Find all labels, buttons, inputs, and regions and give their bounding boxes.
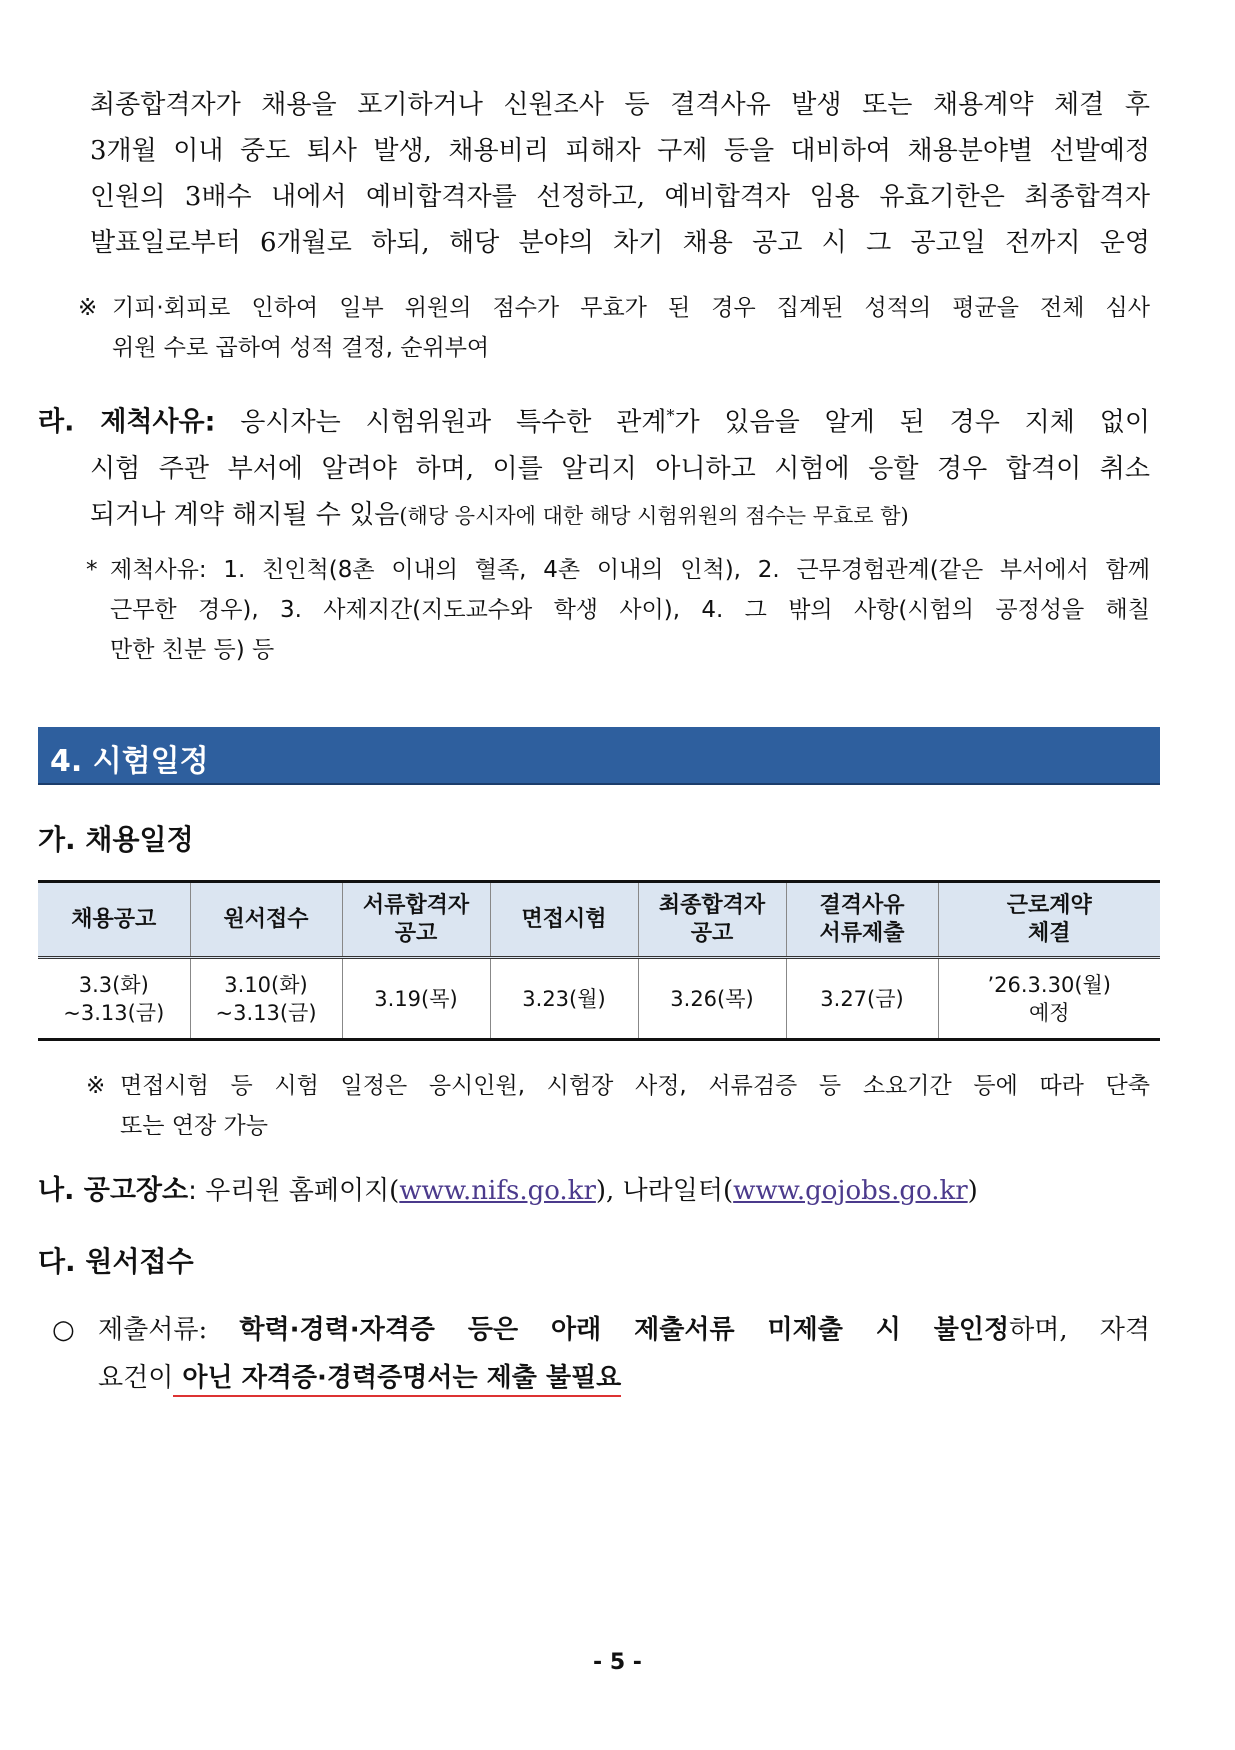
section-na-text: ) xyxy=(967,1176,978,1206)
section-ra-text: 되거나 계약 해지될 수 있음 xyxy=(90,499,400,530)
schedule-note xyxy=(86,1066,1150,1146)
note-line: 만한 친분 등) 등 xyxy=(110,637,275,663)
exclusion-note xyxy=(86,550,1150,670)
note-line: 면접시험 등 시험 일정은 응시인원, 시험장 사정, 서류검증 등 소요기간 등에 따라 단축 xyxy=(120,1073,1150,1099)
note-mark: * xyxy=(86,557,98,583)
table-header-cell: 최종합격자 공고 xyxy=(638,882,786,958)
table-cell: 3.3(화) ~3.13(금) xyxy=(38,958,190,1040)
table-cell: 3.27(금) xyxy=(786,958,938,1040)
section-da-bullet-item xyxy=(52,1306,1150,1402)
section-na-heading: 나. 공고장소 xyxy=(38,1175,189,1206)
avoidance-note xyxy=(78,288,1150,368)
bullet-text: 요건이 xyxy=(98,1363,174,1393)
table-cell: 3.23(월) xyxy=(490,958,638,1040)
table-cell: 3.10(화) ~3.13(금) xyxy=(190,958,342,1040)
note-line: 기피·회피로 인하여 일부 위원의 점수가 무효가 된 경우 집계된 성적의 평균을 전체 심사 xyxy=(112,295,1150,321)
intro-paragraph xyxy=(90,82,1150,266)
section-header-bar xyxy=(38,727,1160,785)
bullet-text: 하며, 자격 xyxy=(1009,1315,1150,1345)
page-number: - 5 - xyxy=(593,1650,642,1675)
section-na-text: ), 나라일터( xyxy=(595,1176,734,1206)
nifs-homepage-link[interactable]: www.nifs.go.kr xyxy=(399,1176,596,1206)
table-cell: 3.26(목) xyxy=(638,958,786,1040)
table-row xyxy=(38,958,1160,1040)
note-line: 또는 연장 가능 xyxy=(120,1113,268,1139)
note-line: 제척사유: 1. 친인척(8촌 이내의 혈족, 4촌 이내의 인척), 2. 근무경험관계(같은 부서에서 함께 xyxy=(110,557,1150,583)
section-na-text: 우리원 홈페이지( xyxy=(196,1176,400,1206)
intro-line: 발표일로부터 6개월로 하되, 해당 분야의 차기 채용 공고 시 그 공고일 전까지 운영 xyxy=(90,228,1150,258)
table-header-cell: 근로계약 체결 xyxy=(938,882,1160,958)
section-title: 4. 시험일정 xyxy=(50,744,209,779)
table-header-cell: 결격사유 서류제출 xyxy=(786,882,938,958)
table-cell: 3.19(목) xyxy=(342,958,490,1040)
superscript-mark: * xyxy=(666,406,675,425)
section-da-heading: 다. 원서접수 xyxy=(38,1245,194,1278)
bullet-mark: ○ xyxy=(52,1315,75,1345)
bullet-bold-underlined-text: 아닌 자격증·경력증명서는 제출 불필요 xyxy=(173,1363,621,1397)
gojobs-link[interactable]: www.gojobs.go.kr xyxy=(733,1176,968,1206)
intro-line: 3개월 이내 중도 퇴사 발생, 채용비리 피해자 구제 등을 대비하여 채용분야별 선발예정 xyxy=(90,136,1150,166)
section-ra xyxy=(38,393,1150,539)
table-header-cell: 원서접수 xyxy=(190,882,342,958)
section-ra-small: (해당 응시자에 대한 해당 시험위원의 점수는 무효로 함) xyxy=(399,503,909,528)
note-line: 위원 수로 곱하여 성적 결정, 순위부여 xyxy=(112,335,490,361)
bullet-bold-text: 학력·경력·자격증 등은 아래 제출서류 미제출 시 불인정 xyxy=(239,1315,1010,1345)
section-ga-heading: 가. 채용일정 xyxy=(38,823,194,856)
table-cell: ’26.3.30(월) 예정 xyxy=(938,958,1160,1040)
section-na xyxy=(38,1168,978,1214)
section-ra-text: 가 있음을 알게 된 경우 지체 없이 xyxy=(674,407,1150,438)
intro-line: 인원의 3배수 내에서 예비합격자를 선정하고, 예비합격자 임용 유효기한은 최종합격자 xyxy=(90,182,1150,212)
table-header-cell: 면접시험 xyxy=(490,882,638,958)
table-header-cell: 채용공고 xyxy=(38,882,190,958)
table-header-row xyxy=(38,882,1160,958)
intro-line: 최종합격자가 채용을 포기하거나 신원조사 등 결격사유 발생 또는 채용계약 체결 후 xyxy=(90,90,1150,120)
section-ra-heading: 라. 제척사유: xyxy=(38,406,216,438)
section-ra-text: 응시자는 시험위원과 특수한 관계 xyxy=(215,407,667,438)
note-mark: ※ xyxy=(86,1073,106,1099)
table-header-cell: 서류합격자 공고 xyxy=(342,882,490,958)
section-ra-text: 시험 주관 부서에 알려야 하며, 이를 알리지 아니하고 시험에 응할 경우 합격이 취소 xyxy=(90,453,1150,484)
schedule-table xyxy=(38,880,1160,1041)
bullet-text: 제출서류: xyxy=(98,1315,240,1345)
note-line: 근무한 경우), 3. 사제지간(지도교수와 학생 사이), 4. 그 밖의 사항(시험의 공정성을 해칠 xyxy=(110,597,1150,623)
note-mark: ※ xyxy=(78,295,98,321)
section-na-colon: : xyxy=(188,1176,197,1206)
